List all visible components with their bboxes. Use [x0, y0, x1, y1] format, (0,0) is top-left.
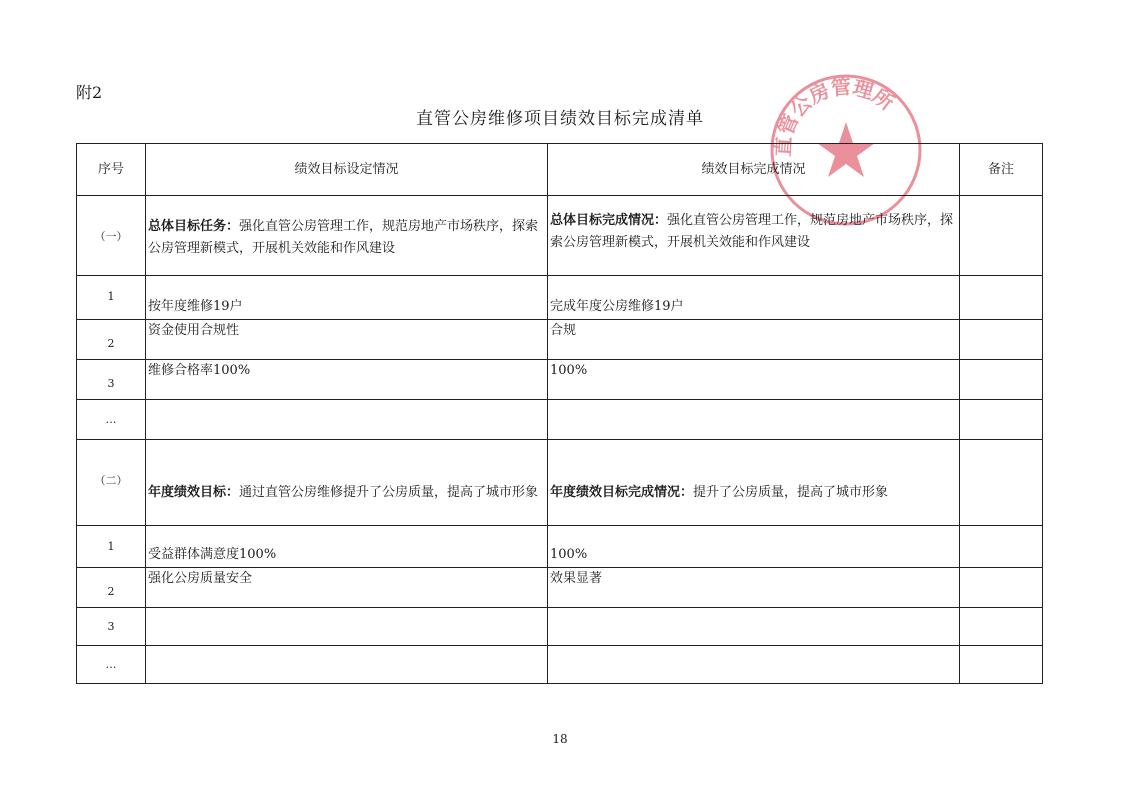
table-row: [77, 608, 1043, 646]
section-remark: [960, 440, 1043, 526]
row-completion: 100%: [548, 360, 960, 400]
table-header-row: [77, 144, 1043, 196]
row-completion: 效果显著: [548, 568, 960, 608]
section-completion-text: 提升了公房质量，提高了城市形象: [693, 485, 889, 500]
table-row: [77, 646, 1043, 684]
section-completion: [548, 196, 960, 276]
row-remark: [960, 276, 1043, 320]
table-row: [77, 320, 1043, 360]
row-completion: 100%: [548, 526, 960, 568]
row-no: 2: [77, 568, 146, 608]
row-target: [146, 608, 548, 646]
row-completion: 完成年度公房维修19户: [548, 276, 960, 320]
row-target: 资金使用合规性: [146, 320, 548, 360]
row-target: [146, 400, 548, 440]
row-completion: 合规: [548, 320, 960, 360]
section-target-text: 强化直管公房管理工作，规范房地产市场秩序，探索公房管理新模式，开展机关效能和作风建设: [148, 219, 539, 256]
table-row: [77, 360, 1043, 400]
row-target: 按年度维修19户: [146, 276, 548, 320]
section-target-label: 总体目标任务：: [148, 219, 240, 234]
row-no: 2: [77, 320, 146, 360]
section-target: [146, 196, 548, 276]
section-remark: [960, 196, 1043, 276]
row-completion: [548, 608, 960, 646]
section-completion-label: 总体目标完成情况：: [550, 213, 668, 228]
header-no: 序号: [77, 144, 146, 196]
row-remark: [960, 608, 1043, 646]
row-remark: [960, 400, 1043, 440]
row-remark: [960, 320, 1043, 360]
row-no: 1: [77, 276, 146, 320]
row-no: …: [77, 646, 146, 684]
row-target: 受益群体满意度100%: [146, 526, 548, 568]
row-target: 维修合格率100%: [146, 360, 548, 400]
performance-table: [76, 143, 1043, 684]
row-no: 3: [77, 608, 146, 646]
table-row: [77, 276, 1043, 320]
section-completion-text: 强化直管公房管理工作，规范房地产市场秩序，探索公房管理新模式，开展机关效能和作风建设: [550, 213, 954, 250]
page-number: 18: [552, 732, 568, 746]
table-row: [77, 400, 1043, 440]
row-no: 3: [77, 360, 146, 400]
table-row: [77, 568, 1043, 608]
attachment-label: 附2: [76, 83, 103, 102]
section-no: （一）: [77, 196, 146, 276]
document-title: 直管公房维修项目绩效目标完成清单: [416, 109, 704, 129]
section-completion-label: 年度绩效目标完成情况：: [550, 485, 694, 500]
row-target: 强化公房质量安全: [146, 568, 548, 608]
row-remark: [960, 360, 1043, 400]
row-completion: [548, 400, 960, 440]
section-row: [77, 196, 1043, 276]
section-completion: [548, 440, 960, 526]
row-no: …: [77, 400, 146, 440]
section-target: [146, 440, 548, 526]
header-target: 绩效目标设定情况: [146, 144, 548, 196]
row-completion: [548, 646, 960, 684]
header-completion: 绩效目标完成情况: [548, 144, 960, 196]
row-no: 1: [77, 526, 146, 568]
row-remark: [960, 646, 1043, 684]
section-row: [77, 440, 1043, 526]
row-remark: [960, 526, 1043, 568]
row-target: [146, 646, 548, 684]
row-remark: [960, 568, 1043, 608]
svg-text:直管公房管理所: 直管公房管理所: [770, 74, 899, 158]
header-remark: 备注: [960, 144, 1043, 196]
section-target-label: 年度绩效目标：: [148, 485, 240, 500]
section-target-text: 通过直管公房维修提升了公房质量，提高了城市形象: [239, 485, 539, 500]
table-row: [77, 526, 1043, 568]
section-no: （二）: [77, 440, 146, 526]
